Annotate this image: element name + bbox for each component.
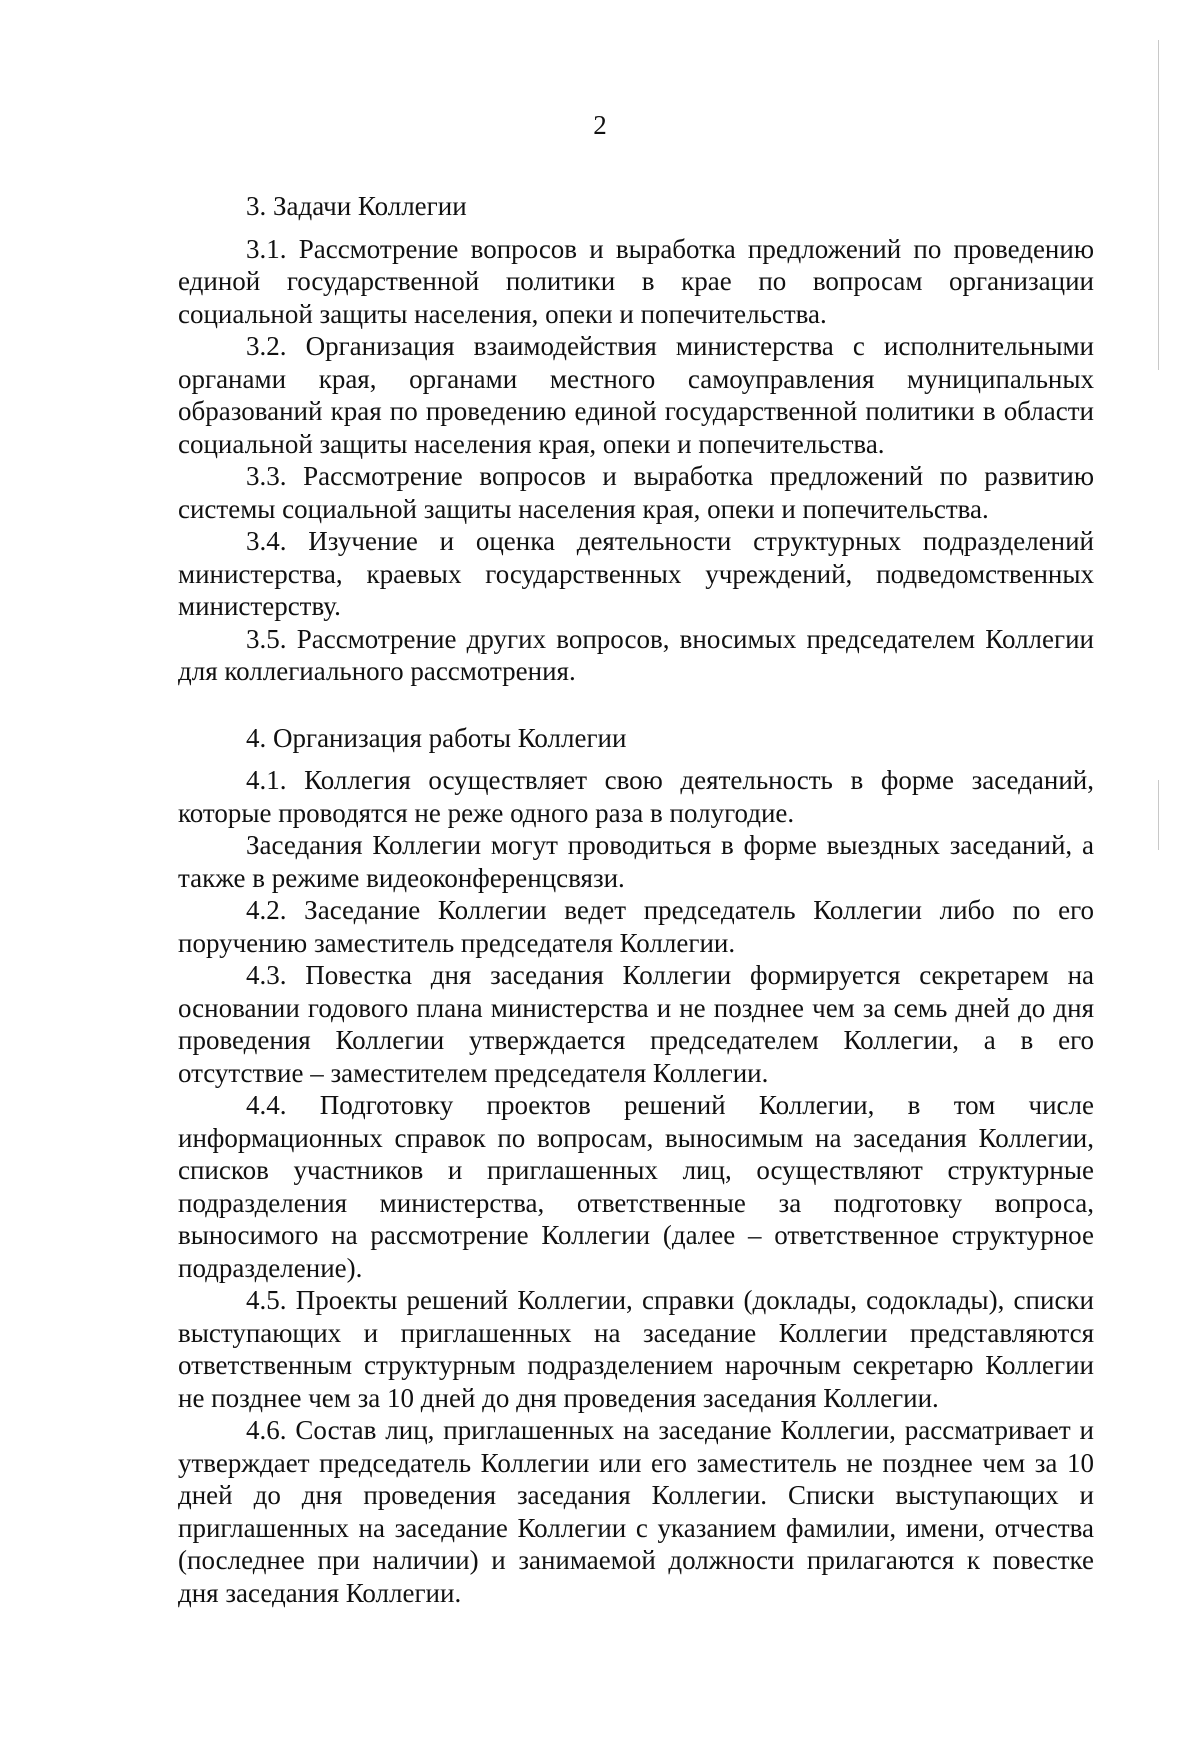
paragraph: 4.3. Повестка дня заседания Коллегии формируется секретарем на основании годового плана министерства и не позднее чем за семь дней до дня проведения Коллегии утверждается председателем Коллегии, а в его отсутствие – заместителем председателя Коллегии. — [178, 960, 1094, 1088]
paragraph: 3.3. Рассмотрение вопросов и выработка предложений по развитию системы социальной защиты населения края, опеки и попечительства. — [178, 461, 1094, 524]
document-body — [178, 190, 1094, 1609]
scan-edge-line — [1158, 780, 1159, 850]
paragraph: 4.6. Состав лиц, приглашенных на заседание Коллегии, рассматривает и утверждает председатель Коллегии или его заместитель не позднее чем за 10 дней до дня проведения заседания Коллегии. Списки выступающих и приглашенных на заседание Коллегии с указанием фамилии, имени, отчества (последнее при наличии) и занимаемой должности прилагаются к повестке дня заседания Коллегии. — [178, 1415, 1094, 1608]
section-organization — [178, 722, 1094, 1610]
paragraph: 4.4. Подготовку проектов решений Коллегии, в том числе информационных справок по вопросам, выносимым на заседания Коллегии, списков участников и приглашенных лиц, осуществляют структурные подразделения министерства, ответственные за подготовку вопроса, выносимого на рассмотрение Коллегии (далее – ответственное структурное подразделение). — [178, 1090, 1094, 1283]
paragraph: 3.5. Рассмотрение других вопросов, вносимых председателем Коллегии для коллегиального рассмотрения. — [178, 623, 1094, 686]
paragraph: 4.2. Заседание Коллегии ведет председатель Коллегии либо по его поручению заместитель председателя Коллегии. — [178, 895, 1094, 958]
paragraph: 4.1. Коллегия осуществляет свою деятельность в форме заседаний, которые проводятся не реже одного раза в полугодие. — [178, 765, 1094, 828]
paragraph: Заседания Коллегии могут проводиться в форме выездных заседаний, а также в режиме видеоконференцсвязи. — [178, 830, 1094, 893]
paragraph: 3.4. Изучение и оценка деятельности структурных подразделений министерства, краевых государственных учреждений, подведомственных министерству. — [178, 526, 1094, 621]
section-tasks — [178, 190, 1094, 688]
paragraph: 4.5. Проекты решений Коллегии, справки (доклады, содоклады), списки выступающих и приглашенных на заседание Коллегии представляются ответственным структурным подразделением нарочным секретарю Коллегии не позднее чем за 10 дней до дня проведения заседания Коллегии. — [178, 1285, 1094, 1413]
paragraph: 3.1. Рассмотрение вопросов и выработка предложений по проведению единой государственной политики в крае по вопросам организации социальной защиты населения, опеки и попечительства. — [178, 233, 1094, 329]
paragraph: 3.2. Организация взаимодействия министерства с исполнительными органами края, органами местного самоуправления муниципальных образований края по проведению единой государственной политики в области социальной защиты населения края, опеки и попечительства. — [178, 331, 1094, 459]
page-number: 2 — [593, 110, 607, 140]
section-heading: 3. Задачи Коллегии — [246, 191, 467, 221]
section-heading: 4. Организация работы Коллегии — [246, 722, 627, 753]
scan-edge-line — [1158, 40, 1159, 370]
